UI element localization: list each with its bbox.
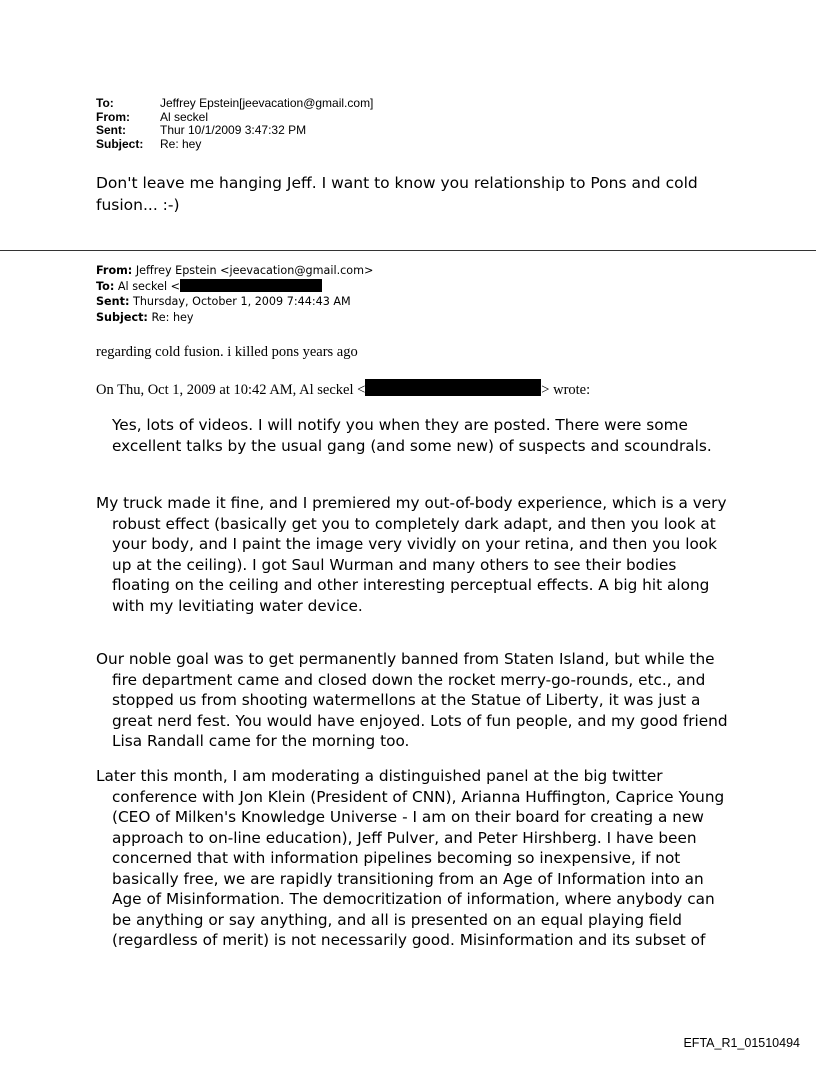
redaction-box: [180, 279, 322, 292]
quoted-subject-row: [96, 310, 373, 326]
sent-row: [96, 124, 373, 138]
sent-label: Sent:: [96, 123, 126, 137]
quoted-paragraph-4: Later this month, I am moderating a distinguished panel at the big twitter conference with Jon Klein (President of CNN), Arianna Huffington, Caprice Young (CEO of Milken's Knowledge Universe - I am on their board for creating a new approach to on-line education), Jeff Pulver, and Peter Hirshberg. I have been concerned that with information pipelines becoming so inexpensive, if not basically free, we are rapidly transitioning from an Age of Information into an Age of Misinformation. The democritization of information, where anybody can be anything or say anything, and all is presented on an equal playing field (regardless of merit) is not necessarily good. Misinformation and its subset of: [96, 767, 725, 949]
sent-value: Thur 10/1/2009 3:47:32 PM: [160, 123, 307, 137]
attribution-prefix: On Thu, Oct 1, 2009 at 10:42 AM, Al seckel <: [96, 382, 366, 398]
from-row: [96, 111, 373, 125]
quoted-from-row: [96, 263, 373, 279]
quoted-subject-label: Subject:: [96, 310, 148, 324]
redaction-box: [365, 379, 541, 396]
outer-email-header: [96, 97, 373, 151]
message-divider: [0, 250, 816, 251]
quoted-paragraph-3: Our noble goal was to get permanently banned from Staten Island, but while the fire department came and closed down the rocket merry-go-rounds, etc., and stopped us from shooting watermellons at the Statue of Liberty, it was just a great nerd fest. You would have enjoyed. Lots of fun people, and my good friend Lisa Randall came for the morning too.: [96, 650, 728, 750]
epstein-reply: regarding cold fusion. i killed pons years ago: [96, 344, 358, 360]
to-row: [96, 97, 373, 111]
from-label: From:: [96, 109, 130, 124]
subject-value: Re: hey: [160, 136, 202, 151]
attribution-line: [96, 379, 590, 399]
quoted-sent-label: Sent:: [96, 295, 130, 308]
outer-message-body: Don't leave me hanging Jeff. I want to know you relationship to Pons and cold fusion... :-): [96, 174, 698, 214]
quoted-subject-value: Re: hey: [151, 310, 194, 324]
from-value: Al seckel: [160, 109, 209, 124]
quoted-to-value: Al seckel <: [117, 279, 181, 293]
subject-label: Subject:: [96, 136, 144, 151]
quoted-sent-row: [96, 294, 373, 310]
document-id-footer: EFTA_R1_01510494: [683, 1036, 800, 1050]
quoted-paragraph-2: My truck made it fine, and I premiered my out-of-body experience, which is a very robust effect (basically get you to completely dark adapt, and then you look at your body, and I paint the image very vividly on your retina, and then you look up at the ceiling). I got Saul Wurman and many others to see their bodies floating on the ceiling and other interesting perceptual effects. A big hit along with my levitiating water device.: [96, 494, 727, 615]
to-label: To:: [96, 96, 114, 110]
quoted-sent-value: Thursday, October 1, 2009 7:44:43 AM: [133, 295, 351, 308]
subject-row: [96, 138, 373, 152]
quoted-from-value: Jeffrey Epstein <jeevacation@gmail.com>: [135, 264, 374, 277]
attribution-suffix: > wrote:: [541, 382, 591, 398]
quoted-from-label: From:: [96, 264, 133, 277]
to-value: Jeffrey Epstein[jeevacation@gmail.com]: [160, 96, 374, 110]
quoted-to-row: [96, 279, 373, 295]
quoted-to-label: To:: [96, 279, 115, 293]
quoted-paragraph-1: Yes, lots of videos. I will notify you when they are posted. There were some excellent talks by the usual gang (and some new) of suspects and scoundrals.: [112, 416, 712, 455]
quoted-email-header: [96, 263, 373, 325]
